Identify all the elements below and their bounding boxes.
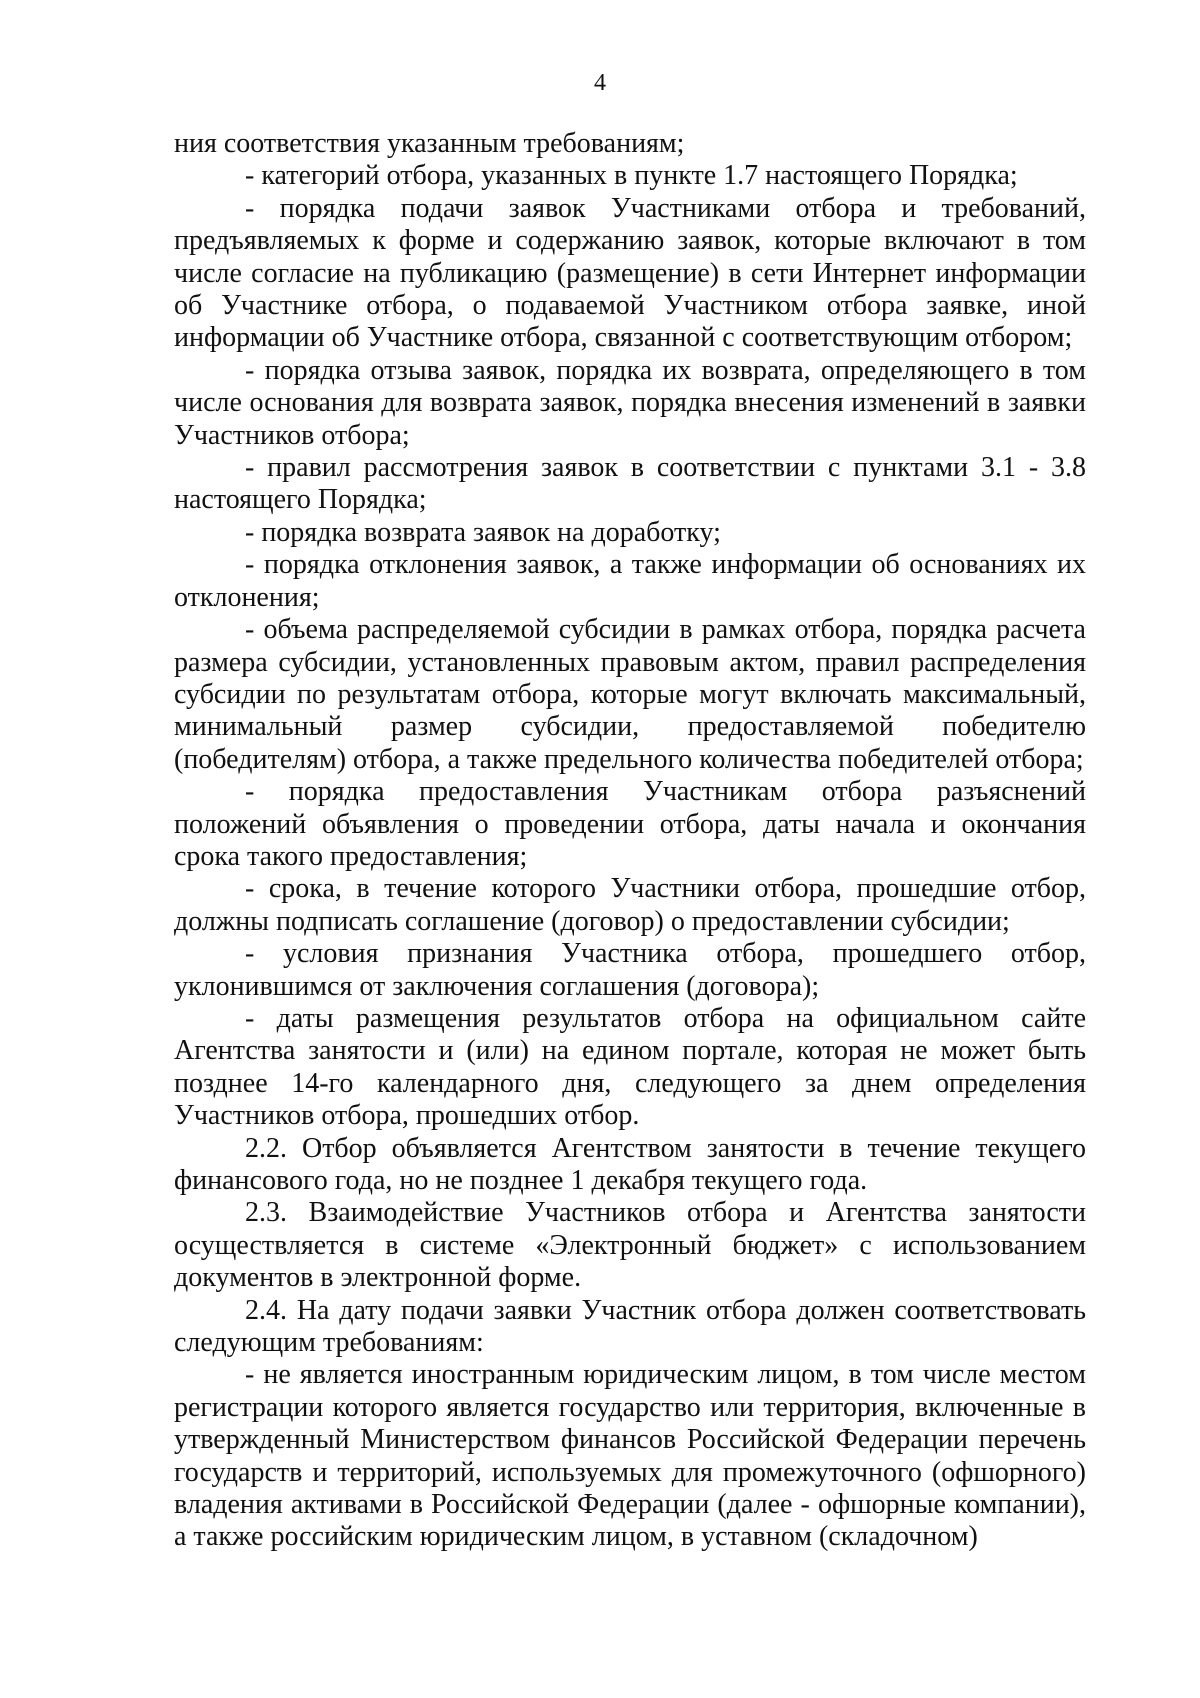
paragraph-list-item: - условия признания Участника отбора, прошедшего отбор, уклонившимся от заключения соглашения (договора); (174, 938, 1086, 1002)
document-body (174, 128, 1086, 1554)
paragraph-list-item: - порядка подачи заявок Участниками отбора и требований, предъявляемых к форме и содержанию заявок, которые включают в том числе согласие на публикацию (размещение) в сети Интернет информации об Участнике отбора, о подаваемой Участником отбора заявке, иной информации об Участнике отбора, связанной с соответствующим отбором; (174, 192, 1086, 354)
paragraph-clause-2-3: 2.3. Взаимодействие Участников отбора и Агентства занятости осуществляется в системе «Электронный бюджет» с использованием документов в электронной форме. (174, 1197, 1086, 1294)
paragraph-list-item: - срока, в течение которого Участники отбора, прошедшие отбор, должны подписать соглашение (договор) о предоставлении субсидии; (174, 873, 1086, 937)
paragraph-list-item: - порядка предоставления Участникам отбора разъяснений положений объявления о проведении отбора, даты начала и окончания срока такого предоставления; (174, 776, 1086, 872)
paragraph-clause-2-2: 2.2. Отбор объявляется Агентством занятости в течение текущего финансового года, но не позднее 1 декабря текущего года. (174, 1132, 1086, 1196)
paragraph-list-item: - не является иностранным юридическим лицом, в том числе местом регистрации которого является государство или территория, включенные в утвержденный Министерством финансов Российской Федерации перечень государств и территорий, используемых для промежуточного (офшорного) владения активами в Российской Федерации (далее - офшорные компании), а также российским юридическим лицом, в уставном (складочном) (174, 1359, 1086, 1553)
paragraph-clause-2-4: 2.4. На дату подачи заявки Участник отбора должен соответствовать следующим требованиям: (174, 1294, 1086, 1359)
paragraph-continuation: ния соответствия указанным требованиям; (174, 128, 685, 159)
paragraph-list-item: - объема распределяемой субсидии в рамках отбора, порядка расчета размера субсидии, установленных правовым актом, правил распределения субсидии по результатам отбора, которые могут включать максимальный, минимальный размер субсидии, предоставляемой победителю (победителям) отбора, а также предельного количества победителей отбора; (174, 614, 1086, 775)
page-number: 4 (594, 70, 606, 96)
paragraph-list-item: - правил рассмотрения заявок в соответствии с пунктами 3.1 - 3.8 настоящего Порядка; (174, 452, 1086, 516)
paragraph-list-item: - категорий отбора, указанных в пункте 1.7 настоящего Порядка; (245, 160, 1018, 192)
paragraph-list-item: - порядка отзыва заявок, порядка их возврата, определяющего в том числе основания для возврата заявок, порядка внесения изменений в заявки Участников отбора; (174, 354, 1086, 451)
paragraph-list-item: - порядка возврата заявок на доработку; (245, 516, 721, 548)
paragraph-list-item: - порядка отклонения заявок, а также информации об основаниях их отклонения; (174, 549, 1086, 613)
paragraph-list-item: - даты размещения результатов отбора на официальном сайте Агентства занятости и (или) на едином портале, которая не может быть позднее 14-го календарного дня, следующего за днем определения Участников отбора, прошедших отбор. (174, 1002, 1086, 1132)
